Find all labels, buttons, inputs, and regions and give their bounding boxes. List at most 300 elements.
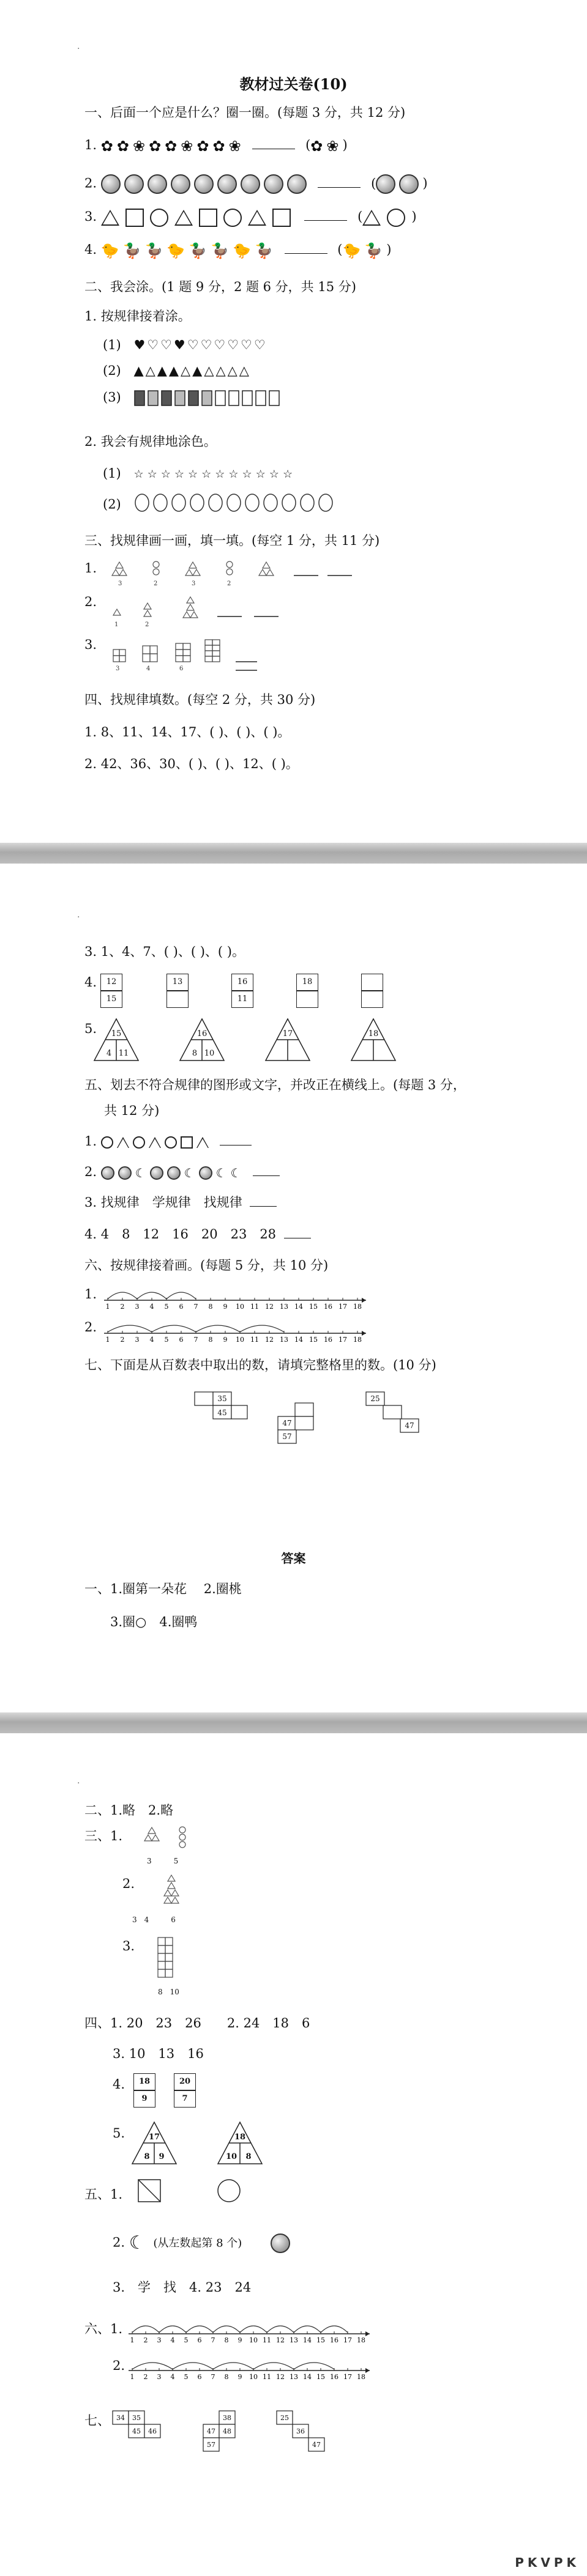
tick-label: 3 <box>157 2336 162 2344</box>
arrow-icon <box>365 2331 370 2336</box>
page-divider <box>0 1712 587 1733</box>
section-1-heading: 一、后面一个应是什么？圈一圈。(每题 3 分，共 12 分) <box>84 105 406 120</box>
answer-note: (从左数起第 8 个) <box>153 2237 242 2250</box>
triangle-icon[interactable] <box>149 1137 161 1148</box>
tick-label: 9 <box>237 2336 242 2344</box>
answer-chart-piece-3 <box>275 2410 331 2459</box>
number-box-5 <box>361 974 383 1008</box>
cell-value: 36 <box>296 2427 305 2435</box>
number-box-2 <box>166 974 189 1008</box>
s2-q1-1 <box>103 336 267 353</box>
svg-text:6: 6 <box>179 665 184 672</box>
tick-label: 1 <box>130 2336 135 2344</box>
duck-icon: 🦆 <box>189 242 208 259</box>
q-number: 1. <box>84 1134 97 1149</box>
page-divider <box>0 843 587 864</box>
square-icon[interactable] <box>181 1136 193 1149</box>
hundred-chart-piece-3[interactable] <box>365 1391 420 1441</box>
s4-q2[interactable]: 2. 42、36、30、( )、( )、12、( )。 <box>84 757 299 771</box>
svg-text:2: 2 <box>144 621 149 628</box>
item-label: (1) <box>103 338 121 352</box>
triangle-icon[interactable] <box>117 1137 129 1148</box>
tick-label: 11 <box>263 2336 271 2344</box>
tick-label: 7 <box>193 1336 198 1344</box>
tick-label: 13 <box>280 1303 288 1311</box>
cell-value: 45 <box>132 2427 141 2435</box>
box-cell: 12 <box>100 974 122 991</box>
apple-icon[interactable] <box>101 1166 114 1180</box>
section-5-heading: 五、划去不符合规律的图形或文字，并改正在横线上。(每题 3 分， <box>84 1078 466 1092</box>
tick-label: 17 <box>343 2373 352 2381</box>
tick-label: 1 <box>105 1336 110 1344</box>
exam-title: 教材过关卷(10) <box>239 75 348 93</box>
answer-3-3-nums: 8 10 <box>158 1988 179 1996</box>
cell-value: 45 <box>217 1408 227 1417</box>
exam-page-1 <box>0 0 587 843</box>
tick-label: 3 <box>157 2373 162 2381</box>
pyramid-left: 8 <box>192 1049 198 1058</box>
peach-icon <box>101 174 121 194</box>
hop-arc <box>152 1325 196 1332</box>
box-cell: 7 <box>174 2090 196 2108</box>
answer-blank[interactable] <box>250 1195 277 1207</box>
answer-number-line-1 <box>129 2314 386 2346</box>
answer-pyramids <box>130 2120 283 2169</box>
s5-q3-text[interactable]: 3. 找规律 学规律 找规律 <box>84 1195 242 1210</box>
pyramid-top: 15 <box>111 1029 122 1038</box>
q3-number: 3. <box>84 209 97 224</box>
tick-label: 14 <box>303 2373 312 2381</box>
tick-label: 17 <box>338 1303 347 1311</box>
box-cell: 18 <box>133 2073 155 2090</box>
chick-icon[interactable]: 🐤 <box>342 242 361 259</box>
q-number: 1. <box>84 561 97 576</box>
pattern-growing-triangles[interactable] <box>107 593 364 630</box>
tick-label: 12 <box>265 1303 274 1311</box>
duck-icon: 🦆 <box>144 242 163 259</box>
number-box-3 <box>231 974 253 1008</box>
circle-icon[interactable] <box>165 1136 177 1149</box>
star-sequence[interactable]: ☆☆☆☆☆☆☆☆☆☆☆☆ <box>133 468 297 481</box>
answer-blank[interactable] <box>220 1134 252 1146</box>
tick-label: 11 <box>263 2373 271 2381</box>
svg-text:1: 1 <box>114 621 119 628</box>
tick-label: 9 <box>223 1303 228 1311</box>
duck-icon: 🦆 <box>122 242 141 259</box>
answer-1: 一、1.圈第一朵花 2.圈桃 <box>84 1582 242 1596</box>
balloon-sequence[interactable] <box>133 493 342 517</box>
cell-value: 38 <box>223 2414 231 2422</box>
box-cell: 9 <box>133 2090 155 2108</box>
answer-4-5: 5. <box>113 2126 125 2141</box>
banana-icon[interactable]: ☾ <box>184 1165 195 1180</box>
s3-q1 <box>84 560 364 590</box>
tick-label: 1 <box>105 1303 110 1311</box>
answer-4-3: 3. 10 13 16 <box>113 2046 204 2061</box>
tick-label: 15 <box>316 2336 325 2344</box>
tick-label: 8 <box>208 1336 213 1344</box>
s4-q5-label: 5. <box>84 1021 97 1036</box>
tick-label: 11 <box>250 1336 259 1344</box>
item-label: (2) <box>103 363 121 378</box>
tick-label: 12 <box>265 1336 274 1344</box>
tick-label: 4 <box>170 2336 175 2344</box>
q1-row: 1. ✿ ✿ ❀ ✿ ✿ ❀ ✿ ✿ ❀ (✿ ❀ ) <box>84 137 348 155</box>
tick-label: 7 <box>193 1303 198 1311</box>
flower-icon: ❀ <box>228 137 241 155</box>
tick-label: 9 <box>223 1336 228 1344</box>
q-number: 2. <box>84 594 97 609</box>
answer-3-1-nums: 3 5 <box>147 1857 179 1865</box>
banana-icon: ☾ <box>129 2232 146 2254</box>
answer-4-4: 4. <box>113 2077 125 2092</box>
number-box-1 <box>100 974 122 1008</box>
square-icon <box>272 209 291 227</box>
answer-blank[interactable] <box>252 138 295 149</box>
cell-value: 35 <box>217 1394 227 1403</box>
square-icon <box>125 209 144 227</box>
q2-row: 2. ( ) <box>84 174 428 194</box>
svg-text:3: 3 <box>115 665 120 672</box>
answer-title: 答案 <box>281 1551 306 1566</box>
tick-label: 5 <box>164 1336 169 1344</box>
number-box-4 <box>296 974 318 1008</box>
tick-label: 10 <box>236 1303 244 1311</box>
flower-icon: ✿ <box>149 137 162 155</box>
circle-icon <box>223 209 242 227</box>
pyramid-left: 10 <box>225 2152 237 2161</box>
apple-icon[interactable] <box>118 1166 132 1180</box>
answer-5-2 <box>113 2234 294 2253</box>
s3-q2 <box>84 593 364 630</box>
cell-value: 57 <box>282 1432 292 1441</box>
answer-2: 二、1.略 2.略 <box>84 1803 174 1818</box>
pyramid-top: 17 <box>282 1029 293 1038</box>
answer-6-2: 2. <box>113 2358 125 2373</box>
s4-q4-label: 4. <box>84 975 97 990</box>
section-5-heading-cont: 共 12 分) <box>104 1103 160 1118</box>
flower-icon: ❀ <box>132 137 146 155</box>
cell-value: 34 <box>116 2414 125 2422</box>
answer-blank[interactable] <box>253 1164 280 1176</box>
tick-label: 9 <box>237 2373 242 2381</box>
flower-icon: ✿ <box>165 137 178 155</box>
tick-label: 7 <box>211 2336 215 2344</box>
apple-icon <box>217 174 237 194</box>
answer-5-3: 3. 学 找 4. 23 24 <box>113 2280 252 2295</box>
tick-label: 17 <box>338 1336 347 1344</box>
answer-blank[interactable] <box>318 176 361 188</box>
answer-blank[interactable] <box>304 209 347 221</box>
number-line-1[interactable] <box>103 1281 391 1314</box>
pyramid-right: 9 <box>159 2152 165 2161</box>
flower-icon: ❀ <box>181 137 193 155</box>
circle-icon[interactable] <box>387 209 405 227</box>
answer-7: 七、 <box>84 2413 110 2428</box>
triangle-icon[interactable] <box>196 1137 209 1148</box>
box-cell: 18 <box>296 974 318 991</box>
tick-label: 8 <box>208 1303 213 1311</box>
cell-value: 25 <box>370 1394 380 1403</box>
tick-label: 16 <box>330 2336 338 2344</box>
bar-sequence[interactable] <box>133 388 317 408</box>
peach-icon[interactable] <box>376 174 395 194</box>
tick-label: 6 <box>179 1336 184 1344</box>
answer-chart-piece-2 <box>202 2410 245 2459</box>
pattern-match-squares[interactable] <box>107 636 364 673</box>
answer-box-2 <box>174 2073 196 2108</box>
q2-number: 2. <box>84 176 97 191</box>
apple-icon[interactable] <box>399 174 419 194</box>
answer-number-line-2 <box>129 2351 386 2383</box>
choices-bracket: ( <box>305 138 311 152</box>
q4-number: 4. <box>84 242 97 257</box>
s4-q1[interactable]: 1. 8、11、14、17、( )、( )、( )。 <box>84 725 291 739</box>
flower-icon[interactable]: ✿ <box>310 137 323 155</box>
tick-label: 10 <box>249 2373 258 2381</box>
tick-label: 1 <box>130 2373 135 2381</box>
s2-q1-3 <box>103 388 317 408</box>
hop-arc <box>294 2363 334 2369</box>
tick-label: 11 <box>250 1303 259 1311</box>
answer-3-3: 3. <box>122 1939 135 1953</box>
pyramid-left: 8 <box>144 2152 150 2161</box>
tick-label: 5 <box>164 1303 169 1311</box>
tick-label: 6 <box>197 2336 202 2344</box>
s4-q3[interactable]: 3. 1、4、7、( )、( )、( )。 <box>84 944 245 959</box>
flower-icon[interactable]: ❀ <box>326 137 339 155</box>
arrow-icon <box>362 1298 366 1303</box>
tick-label: 15 <box>309 1303 318 1311</box>
apple-icon <box>271 2234 290 2253</box>
duck-icon: 🦆 <box>254 242 273 259</box>
tick-label: 12 <box>276 2373 285 2381</box>
answer-1-cont: 3.圈○ 4.圈鸭 <box>110 1615 198 1629</box>
s5-q4 <box>84 1226 311 1243</box>
answer-blank[interactable] <box>284 1227 311 1238</box>
tick-label: 15 <box>309 1336 318 1344</box>
cell-value: 57 <box>207 2441 215 2449</box>
triangle-icon <box>248 210 266 226</box>
item-label: (1) <box>103 466 121 481</box>
hop-arc <box>240 1325 284 1332</box>
tick-label: 17 <box>343 2336 352 2344</box>
cell-value: 25 <box>280 2414 289 2422</box>
square-icon <box>199 209 217 227</box>
tick-label: 18 <box>357 2336 365 2344</box>
tick-label: 5 <box>184 2373 189 2381</box>
box-cell[interactable] <box>361 974 383 991</box>
box-cell: 13 <box>166 974 189 991</box>
pyramid-top: 17 <box>148 2133 160 2142</box>
tick-label: 6 <box>197 2373 202 2381</box>
tick-label: 8 <box>224 2373 229 2381</box>
tick-label: 3 <box>135 1336 140 1344</box>
tick-label: 2 <box>143 2373 148 2381</box>
hop-arc <box>196 1325 240 1332</box>
page-mark: . <box>77 1776 80 1786</box>
triangle-icon[interactable] <box>362 210 381 226</box>
apple-icon <box>124 174 144 194</box>
duck-icon[interactable]: 🦆 <box>364 242 383 259</box>
tick-label: 4 <box>149 1303 154 1311</box>
cell-value: 47 <box>207 2427 215 2435</box>
tick-label: 10 <box>249 2336 258 2344</box>
q-number: 2. <box>113 2235 125 2250</box>
heart-sequence[interactable]: ♥♡♡♥♡♡♡♡♡♡ <box>133 338 267 352</box>
banana-icon[interactable]: ☾ <box>135 1165 146 1180</box>
cell-value: 48 <box>223 2427 231 2435</box>
s2-q1-2 <box>103 362 251 379</box>
tick-label: 13 <box>280 1336 288 1344</box>
box-cell: 11 <box>231 991 253 1008</box>
tick-label: 2 <box>120 1303 125 1311</box>
answer-blank[interactable] <box>285 242 327 254</box>
hop-arc <box>253 2363 294 2369</box>
banana-icon[interactable]: ☾ <box>215 1165 227 1180</box>
s2-q2-2 <box>103 493 342 517</box>
tick-label: 14 <box>303 2336 312 2344</box>
tick-label: 8 <box>224 2336 229 2344</box>
svg-text:2: 2 <box>226 580 231 587</box>
tick-label: 4 <box>149 1336 154 1344</box>
q3-row: 3. ( ) <box>84 208 417 227</box>
pyramid-right: 10 <box>204 1049 215 1058</box>
svg-text:2: 2 <box>153 580 158 587</box>
peach-icon <box>171 174 190 194</box>
triangle-icon <box>174 210 193 226</box>
circle-icon[interactable] <box>133 1136 145 1149</box>
s5-q4-text[interactable]: 4. 4 8 12 16 20 23 28 <box>84 1227 277 1242</box>
number-pyramids[interactable] <box>92 1016 496 1065</box>
tick-label: 16 <box>324 1336 332 1344</box>
svg-text:4: 4 <box>146 665 151 672</box>
duck-icon: 🦆 <box>211 242 230 259</box>
tick-label: 13 <box>290 2373 298 2381</box>
s2-q2: 2. 我会有规律地涂色。 <box>84 434 217 449</box>
answer-4-1: 四、1. 20 23 26 2. 24 18 6 <box>84 2016 310 2030</box>
cell-value: 47 <box>312 2441 321 2449</box>
tick-label: 2 <box>143 2336 148 2344</box>
answer-6-1: 六、1. <box>84 2322 123 2336</box>
flower-icon: ✿ <box>100 137 113 155</box>
hundred-chart-piece-2[interactable] <box>277 1402 320 1452</box>
q4-row: 4. 🐤 🦆 🦆 🐤 🦆 🦆 🐤 🦆 (🐤 🦆 ) <box>84 242 392 259</box>
triangle-icon <box>101 210 119 226</box>
chick-icon: 🐤 <box>233 242 251 259</box>
exam-page-3 <box>0 1733 587 2576</box>
arrow-icon <box>362 1331 366 1336</box>
flower-icon: ✿ <box>196 137 209 155</box>
section-2-heading: 二、我会涂。(1 题 9 分，2 题 6 分，共 15 分) <box>84 279 356 294</box>
tick-label: 18 <box>353 1336 362 1344</box>
s5-q3 <box>84 1194 277 1211</box>
s2-q1: 1. 按规律接着涂。 <box>84 309 191 324</box>
page-mark: . <box>77 910 80 920</box>
pyramid-top: 16 <box>196 1029 208 1038</box>
answer-5-1-shapes <box>137 2176 247 2209</box>
q1-number: 1. <box>84 138 97 152</box>
circle-icon <box>150 209 168 227</box>
svg-text:3: 3 <box>118 580 122 587</box>
s2-q2-1 <box>103 465 296 483</box>
box-cell[interactable] <box>361 991 383 1008</box>
s6-q1-label: 1. <box>84 1287 97 1301</box>
tick-label: 4 <box>170 2373 175 2381</box>
box-cell: 16 <box>231 974 253 991</box>
chick-icon: 🐤 <box>100 242 119 259</box>
flower-icon: ✿ <box>212 137 225 155</box>
apple-icon[interactable] <box>167 1166 181 1180</box>
hundred-chart-piece-1[interactable] <box>193 1391 249 1430</box>
tick-label: 6 <box>179 1303 184 1311</box>
flower-icon: ✿ <box>116 137 129 155</box>
section-7-heading: 七、下面是从百数表中取出的数，请填完整格里的数。(10 分) <box>84 1358 436 1372</box>
banana-icon[interactable]: ☾ <box>230 1165 242 1180</box>
tick-label: 5 <box>184 2336 189 2344</box>
box-cell: 15 <box>100 991 122 1008</box>
tick-label: 15 <box>316 2373 325 2381</box>
answer-3-2: 2. <box>122 1876 135 1891</box>
apple-icon <box>148 174 167 194</box>
cell-value: 47 <box>405 1421 414 1430</box>
tick-label: 16 <box>324 1303 332 1311</box>
box-cell[interactable] <box>166 991 189 1008</box>
box-cell[interactable] <box>296 991 318 1008</box>
tick-label: 18 <box>357 2373 365 2381</box>
apple-icon[interactable] <box>150 1166 163 1180</box>
answer-5-1: 五、1. <box>84 2187 123 2202</box>
box-cell: 20 <box>174 2073 196 2090</box>
pyramid-top: 18 <box>368 1029 379 1038</box>
number-line-2[interactable] <box>103 1314 391 1347</box>
pyramid-right: 8 <box>245 2152 252 2161</box>
answer-3-2-shapes <box>159 1873 196 1915</box>
page-mark: . <box>77 42 80 51</box>
answer-3-3-grid <box>155 1936 180 1985</box>
section-6-heading: 六、按规律接着画。(每题 5 分，共 10 分) <box>84 1258 329 1273</box>
tick-label: 14 <box>294 1336 303 1344</box>
pattern-triangle-circle[interactable] <box>107 560 364 590</box>
hop-arc <box>132 2363 173 2369</box>
pyramid-right: 11 <box>118 1049 129 1058</box>
answer-3-2-nums: 3 4 6 <box>132 1915 176 1924</box>
circle-icon[interactable] <box>101 1136 113 1149</box>
tick-label: 7 <box>211 2373 215 2381</box>
triangle-sequence[interactable]: ▲△▲▲△▲△△△△ <box>133 363 251 378</box>
apple-icon <box>264 174 283 194</box>
s6-q2-label: 2. <box>84 1320 97 1334</box>
pyramid-left: 4 <box>106 1049 112 1058</box>
section-3-heading: 三、找规律画一画，填一填。(每空 1 分，共 11 分) <box>84 533 380 548</box>
q-number: 3. <box>84 637 97 652</box>
watermark-footer: PKVPK <box>515 2555 580 2570</box>
tick-label: 13 <box>290 2336 298 2344</box>
tick-label: 3 <box>135 1303 140 1311</box>
svg-text:3: 3 <box>191 580 196 587</box>
hop-arc <box>173 2363 213 2369</box>
tick-label: 14 <box>294 1303 303 1311</box>
hop-arc <box>108 1325 152 1332</box>
answer-chart-piece-1 <box>111 2410 166 2444</box>
apple-icon[interactable] <box>199 1166 212 1180</box>
cell-value: 47 <box>282 1419 292 1427</box>
cell-value: 46 <box>148 2427 157 2435</box>
cell-value: 35 <box>132 2414 141 2422</box>
tick-label: 16 <box>330 2373 338 2381</box>
arrow-icon <box>365 2368 370 2373</box>
s3-q3 <box>84 636 364 673</box>
